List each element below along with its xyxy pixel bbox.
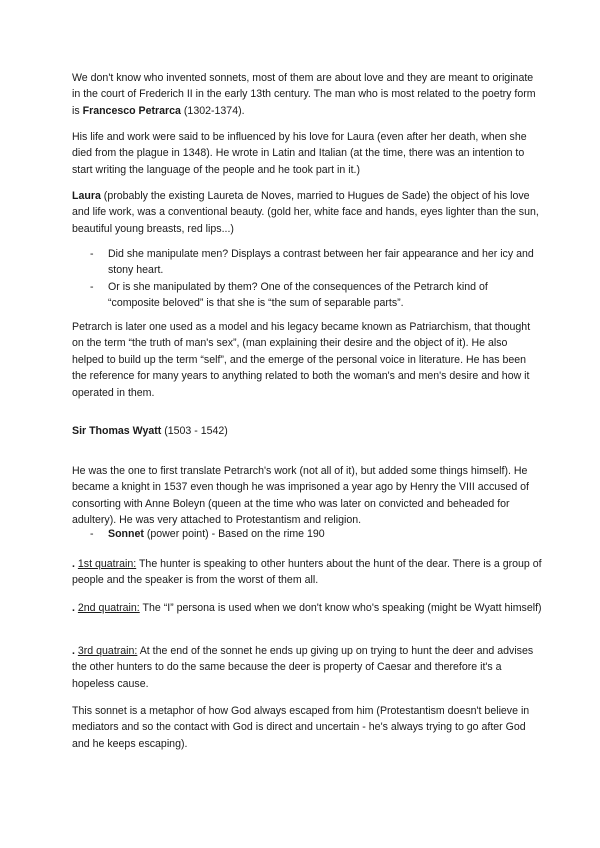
quatrain-3-paragraph	[72, 643, 542, 692]
legacy-paragraph	[72, 319, 542, 401]
sonnet-label: Sonnet	[108, 528, 144, 540]
wyatt-name: Sir Thomas Wyatt	[72, 425, 162, 437]
dash-bullet: -	[90, 280, 94, 293]
wyatt-bio-paragraph	[72, 463, 542, 529]
petrarca-name: Francesco Petrarca	[82, 104, 181, 117]
quatrain-marker: .	[72, 602, 78, 614]
legacy-text: Petrarch is later one used as a model and his legacy became known as Patriarchism, that thought on the term “the truth of man's sex”, (man explaining their desire and the object of it). He also helped to build up the term “self”, and the emerge of the personal voice in literature. He has been the reference for many years to anything related to both the woman's and men's desire and how it operated in them.	[72, 321, 531, 399]
conclusion-text: This sonnet is a metaphor of how God always escaped from him (Protestantism doesn't believe in mediators and so the contact with God is direct and uncertain - he's always trying to go after God and he keeps escaping).	[72, 705, 530, 750]
life-paragraph	[72, 129, 542, 178]
sonnet-bullet	[72, 526, 542, 542]
laura-name: Laura	[72, 190, 101, 202]
laura-questions-list	[72, 246, 542, 312]
wyatt-dates: (1503 - 1542)	[161, 425, 228, 437]
life-text: His life and work were said to be influenced by his love for Laura (even after her death, when she died from the plague in 1348). He wrote in Latin and Italian (at the time, there was an intention to start writing the language of the people and he took part in it.)	[72, 131, 527, 176]
quatrain-marker: .	[72, 645, 78, 657]
dash-bullet: -	[90, 248, 94, 260]
laura-paragraph	[72, 188, 542, 237]
list-item-text: Did she manipulate men? Displays a contrast between her fair appearance and her icy and stony heart.	[108, 248, 534, 277]
quatrain-label: 2nd quatrain:	[77, 602, 140, 614]
quatrain-text: At the end of the sonnet he ends up giving up on trying to hunt the deer and advises the other hunters to do the same because the deer is property of Caesar and therefore it's a hopeless cause.	[72, 645, 534, 690]
dash-bullet: -	[90, 528, 94, 540]
quatrain-text: The “I” persona is used when we don't know who's speaking (might be Wyatt himself)	[139, 602, 542, 614]
laura-text: (probably the existing Laureta de Noves, married to Hugues de Sade) the object of his love and life work, was a conventional beauty. (gold her, white face and hands, eyes lighter than the sun, beautiful young breasts, red lips...)	[72, 190, 539, 235]
wyatt-heading	[72, 423, 542, 439]
list-item	[72, 279, 542, 312]
intro-text: We don't know who invented sonnets, most of them are about love and they are meant to originate in the court of Frederich II in the early 13th century. The man who is most related to the poetry form is	[72, 72, 536, 117]
intro-paragraph	[72, 70, 542, 119]
quatrain-label: 1st quatrain:	[77, 558, 137, 570]
sonnet-text: (power point) - Based on the rime 190	[143, 528, 325, 540]
quatrain-text: The hunter is speaking to other hunters about the hunt of the dear. There is a group of people and the speaker is from the worst of them all.	[72, 558, 542, 587]
list-item	[72, 246, 542, 279]
quatrain-2-paragraph	[72, 600, 542, 616]
petrarca-dates: (1302-1374).	[180, 104, 245, 117]
list-item-text: Or is she manipulated by them? One of the consequences of the Petrarch kind of “composite beloved” is that she is “the sum of separable parts”.	[108, 280, 488, 310]
quatrain-label: 3rd quatrain:	[77, 645, 138, 657]
conclusion-paragraph	[72, 703, 542, 752]
quatrain-marker: .	[72, 558, 78, 570]
quatrain-1-paragraph	[72, 556, 542, 589]
wyatt-bio-text: He was the one to first translate Petrarch's work (not all of it), but added some things himself). He became a knight in 1537 even though he was imprisoned a year ago by Henry the VIII accused of consorting with Anne Boleyn (queen at the time who was later on convicted and beheaded for adultery). He was very attached to Protestantism and religion.	[72, 465, 529, 527]
